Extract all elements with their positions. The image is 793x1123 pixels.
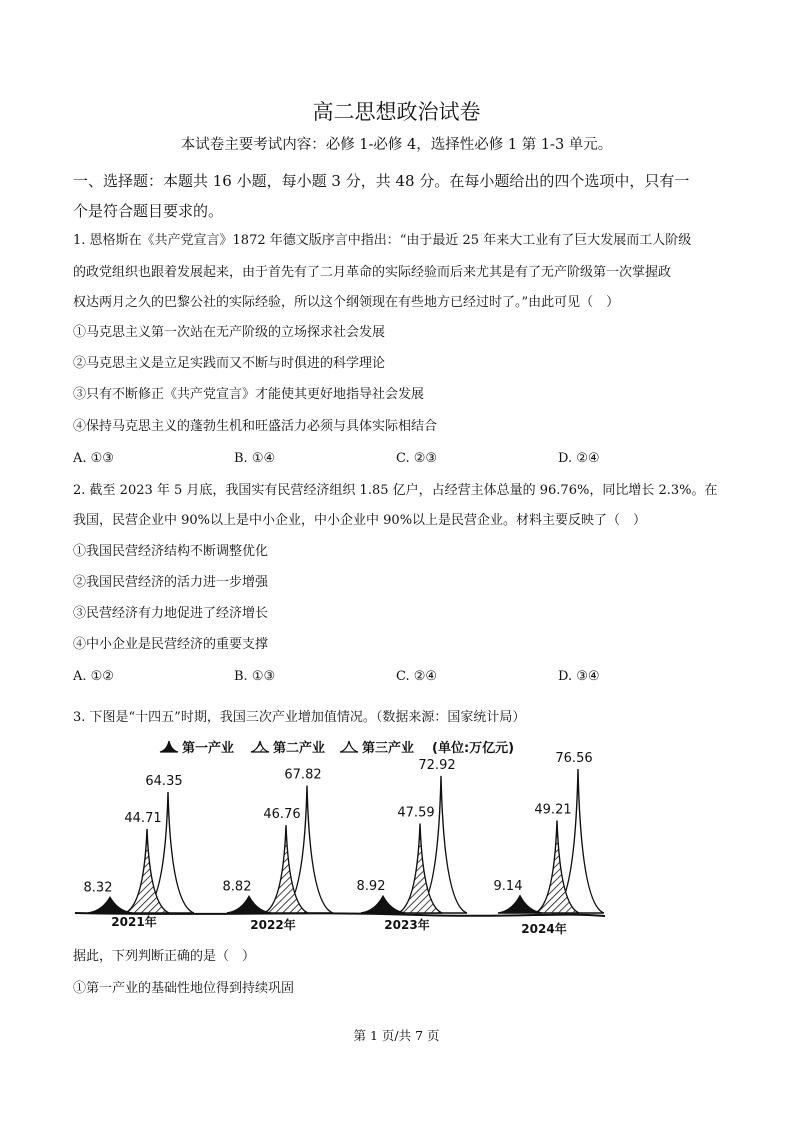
q1-option-c[interactable]: C. ②③ bbox=[396, 451, 438, 466]
value-label-1-2: 67.82 bbox=[284, 767, 322, 783]
year-label-3: 2024年 bbox=[521, 922, 567, 936]
q2-option-d[interactable]: D. ③④ bbox=[558, 669, 600, 684]
peak-2-series-0 bbox=[361, 896, 405, 913]
value-label-3-0: 9.14 bbox=[493, 878, 523, 894]
value-label-0-1: 44.71 bbox=[124, 810, 162, 826]
peak-0-series-0 bbox=[88, 897, 132, 913]
value-label-2-2: 72.92 bbox=[418, 757, 456, 773]
value-label-2-1: 47.59 bbox=[397, 805, 435, 821]
legend-symbol-0 bbox=[160, 741, 178, 752]
legend-symbol-2 bbox=[340, 741, 358, 752]
value-label-2-0: 8.92 bbox=[356, 879, 386, 895]
q2-option-c[interactable]: C. ②④ bbox=[396, 669, 438, 684]
q1-statement: ①马克思主义第一次站在无产阶级的立场探求社会发展 bbox=[73, 325, 386, 340]
q1-stem-line: 权达两月之久的巴黎公社的实际经验，所以这个纲领现在有些地方已经过时了。”由此可见（ ） bbox=[73, 295, 620, 310]
value-label-0-2: 64.35 bbox=[145, 774, 183, 790]
q3-question: 据此，下列判断正确的是（ ） bbox=[73, 949, 256, 964]
q2-stem-line: 我国，民营企业中 90%以上是中小企业，中小企业中 90%以上是民营企业。材料主要反映了（ ） bbox=[73, 513, 647, 528]
value-label-3-2: 76.56 bbox=[555, 751, 593, 767]
peak-3-series-0 bbox=[498, 896, 542, 913]
legend-label-2: 第三产业 bbox=[362, 741, 415, 756]
q1-option-d[interactable]: D. ②④ bbox=[558, 451, 600, 466]
q2-stem-line: 2. 截至 2023 年 5 月底，我国实有民营经济组织 1.85 亿户，占经营主体总量的 96.76%，同比增长 2.3%。在 bbox=[73, 483, 718, 498]
section-heading bbox=[73, 166, 733, 226]
section-heading-line: 个是符合题目要求的。 bbox=[73, 202, 224, 220]
page-title: 高二思想政治试卷 bbox=[312, 100, 481, 124]
q1-statement: ④保持马克思主义的蓬勃生机和旺盛活力必须与具体实际相结合 bbox=[73, 419, 438, 434]
chart-legend bbox=[160, 740, 514, 756]
legend-label-1: 第二产业 bbox=[273, 741, 326, 756]
year-label-1: 2022年 bbox=[250, 918, 296, 932]
q2-statement: ④中小企业是民营经济的重要支撑 bbox=[73, 637, 269, 652]
legend-label-0: 第一产业 bbox=[182, 741, 235, 756]
q1-option-b[interactable]: B. ①④ bbox=[234, 451, 276, 466]
value-label-1-1: 46.76 bbox=[263, 807, 301, 823]
q2-statement: ②我国民营经济的活力进一步增强 bbox=[73, 575, 269, 590]
legend-symbol-1 bbox=[251, 741, 269, 752]
value-label-1-0: 8.82 bbox=[222, 879, 252, 895]
q2-option-a[interactable]: A. ①② bbox=[73, 669, 114, 684]
q1-statement: ②马克思主义是立足实践而又不断与时俱进的科学理论 bbox=[73, 356, 386, 371]
q3-stem: 3. 下图是“十四五”时期，我国三次产业增加值情况。（数据来源：国家统计局） bbox=[73, 710, 526, 725]
chart-peaks bbox=[88, 769, 604, 913]
legend-unit: (单位:万亿元) bbox=[432, 741, 515, 756]
q2-statement: ①我国民营经济结构不断调整优化 bbox=[73, 544, 269, 559]
year-label-0: 2021年 bbox=[111, 915, 157, 929]
q1-statement: ③只有不断修正《共产党宣言》才能使其更好地指导社会发展 bbox=[73, 387, 425, 402]
q3-statement: ①第一产业的基础性地位得到持续巩固 bbox=[73, 981, 295, 996]
value-label-0-0: 8.32 bbox=[83, 880, 113, 896]
q1-stem-line: 的政党组织也跟着发展起来，由于首先有了二月革命的实际经验而后来尤其是有了无产阶级第一次掌握政 bbox=[73, 265, 672, 280]
section-heading-line: 一、选择题：本题共 16 小题，每小题 3 分，共 48 分。在每小题给出的四个选项中，只有一 bbox=[73, 172, 690, 190]
page-footer: 第 1 页/共 7 页 bbox=[353, 1028, 440, 1043]
year-label-2: 2023年 bbox=[384, 918, 430, 932]
peak-1-series-0 bbox=[227, 896, 271, 913]
value-label-3-1: 49.21 bbox=[534, 802, 572, 818]
q2-statement: ③民营经济有力地促进了经济增长 bbox=[73, 606, 269, 621]
q1-stem-line: 1. 恩格斯在《共产党宣言》1872 年德文版序言中指出：“由于最近 25 年来大工业有了巨大发展而工人阶级 bbox=[73, 233, 692, 248]
q1-option-a[interactable]: A. ①③ bbox=[73, 451, 114, 466]
exam-scope: 本试卷主要考试内容：必修 1-必修 4，选择性必修 1 第 1-3 单元。 bbox=[180, 137, 613, 153]
q2-option-b[interactable]: B. ①③ bbox=[234, 669, 276, 684]
industry-value-chart bbox=[0, 730, 793, 945]
